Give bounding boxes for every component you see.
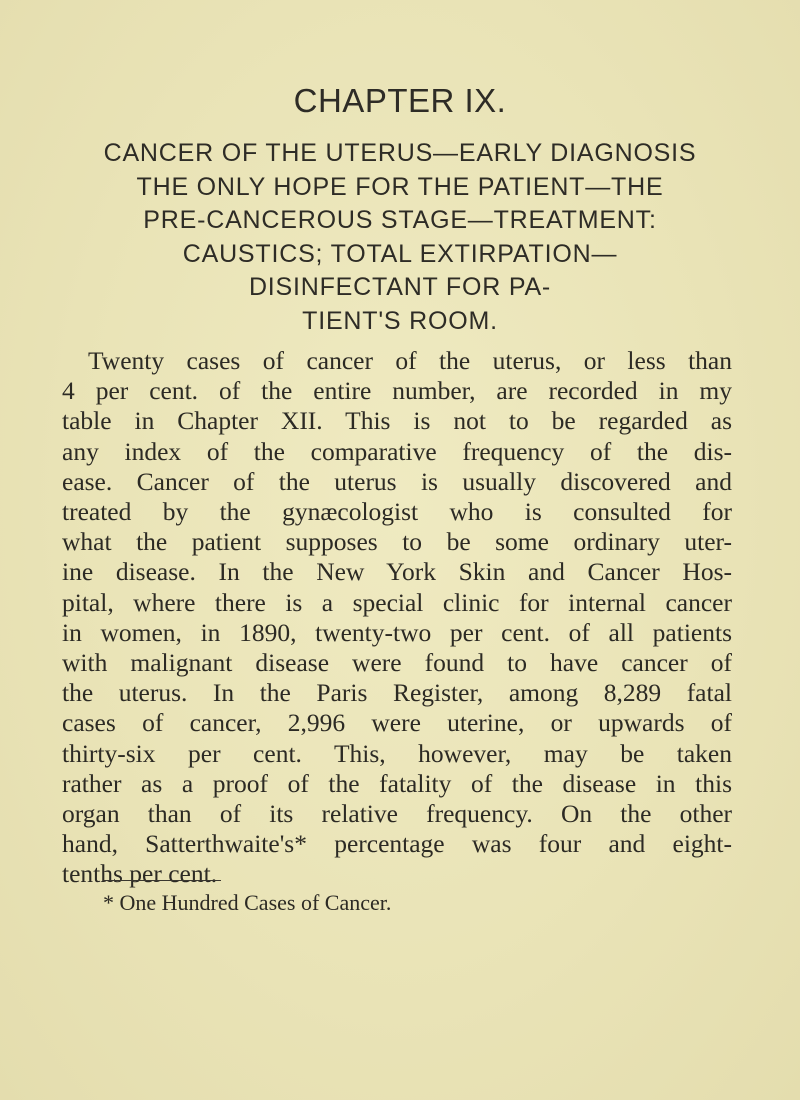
paragraph-line: Twenty cases of cancer of the uterus, or less than bbox=[88, 346, 732, 375]
paragraph-line: in women, in 1890, twenty-two per cent. of all patients bbox=[62, 617, 732, 647]
paragraph-line: organ than of its relative frequency. On the other bbox=[62, 799, 732, 829]
heading-line: PRE-CANCEROUS STAGE—TREATMENT: bbox=[143, 206, 657, 234]
chapter-heading bbox=[40, 137, 760, 338]
paragraph-line: cases of cancer, 2,996 were uterine, or upwards of bbox=[62, 708, 732, 738]
heading-line: TIENT'S ROOM. bbox=[302, 306, 498, 335]
paragraph-line: ease. Cancer of the uterus is usually discovered and bbox=[62, 466, 732, 496]
paragraph-line: what the patient supposes to be some ordinary uter- bbox=[62, 527, 732, 557]
paragraph-line: treated by the gynæcologist who is consulted for bbox=[62, 497, 732, 527]
paragraph-line: the uterus. In the Paris Register, among 8,289 fatal bbox=[62, 678, 732, 708]
paragraph-line: thirty-six per cent. This, however, may be taken bbox=[62, 738, 732, 768]
paragraph-line: pital, where there is a special clinic for internal cancer bbox=[62, 587, 732, 617]
paragraph-line: rather as a proof of the fatality of the disease in this bbox=[62, 768, 732, 798]
paragraph-line: tenths per cent. bbox=[62, 859, 218, 889]
paragraph-line: 4 per cent. of the entire number, are recorded in my bbox=[62, 376, 732, 406]
heading-line: THE ONLY HOPE FOR THE PATIENT—THE bbox=[136, 172, 664, 201]
paragraph-line: hand, Satterthwaite's* percentage was four and eight- bbox=[62, 829, 732, 859]
heading-line: CAUSTICS; TOTAL EXTIRPATION— bbox=[182, 239, 618, 268]
heading-line: CANCER OF THE UTERUS—EARLY DIAGNOSIS bbox=[103, 139, 697, 167]
chapter-title: CHAPTER IX. bbox=[293, 82, 507, 119]
heading-line: DISINFECTANT FOR PA- bbox=[248, 273, 552, 301]
paragraph-line: any index of the comparative frequency of the dis- bbox=[62, 436, 732, 466]
footnote: * One Hundred Cases of Cancer. bbox=[103, 890, 392, 915]
paragraph-line: with malignant disease were found to have cancer of bbox=[62, 648, 732, 678]
paragraph-line: ine disease. In the New York Skin and Cancer Hos- bbox=[62, 557, 732, 587]
footnote-rule bbox=[103, 880, 221, 881]
body-paragraph bbox=[62, 346, 732, 890]
paragraph-line: table in Chapter XII. This is not to be regarded as bbox=[62, 406, 732, 436]
